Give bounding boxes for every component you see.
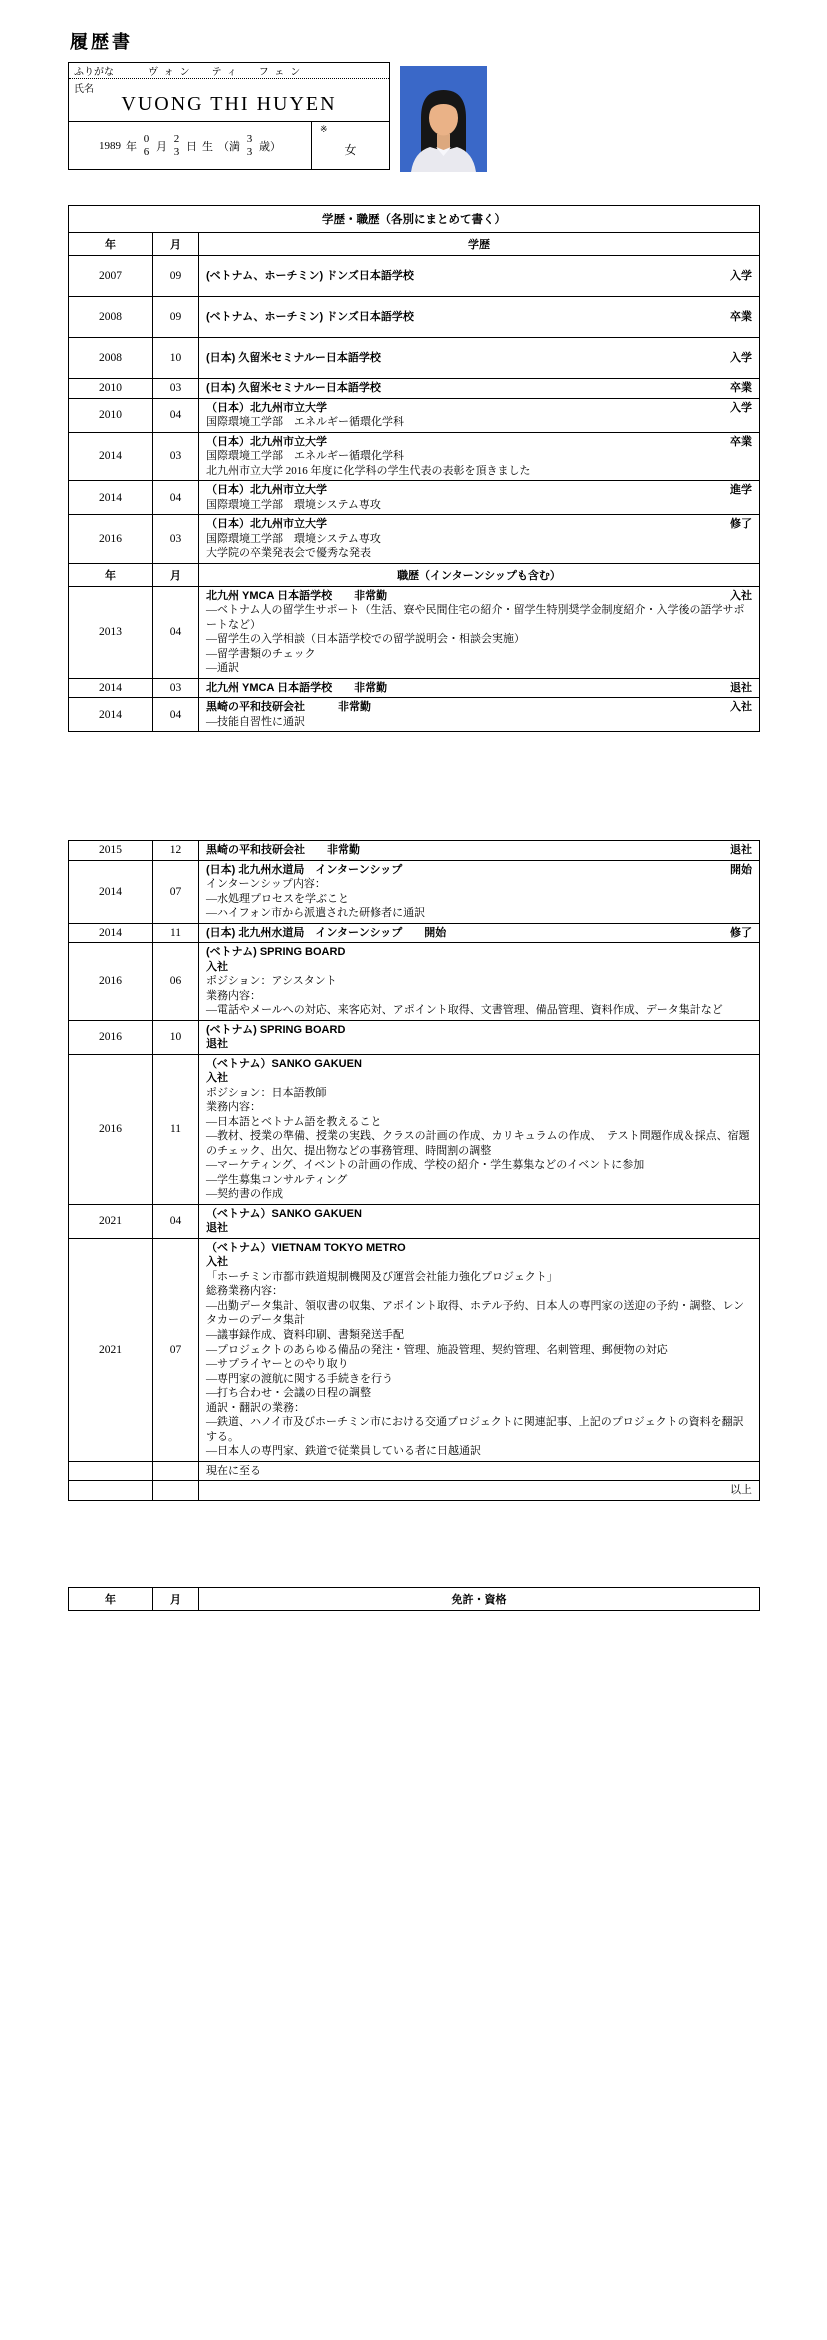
entry-line — [206, 1444, 752, 1459]
year-cell: 2016 — [69, 515, 153, 564]
column-header-row — [69, 1588, 760, 1611]
content-cell — [199, 841, 760, 861]
entry-text: 業務内容： — [206, 1101, 261, 1114]
year-cell: 2016 — [69, 1020, 153, 1054]
col-header-month: 月 — [153, 233, 199, 256]
history-row — [69, 379, 760, 399]
content-cell — [199, 1238, 760, 1461]
col-header-label: 免許・資格 — [199, 1588, 760, 1611]
portrait-illustration — [400, 66, 487, 172]
month-cell: 04 — [153, 698, 199, 732]
entry-text: （日本）北九州市立大学 — [206, 435, 327, 448]
entry-line — [206, 415, 752, 430]
content-cell — [199, 1481, 760, 1501]
entry-text: 黒崎の平和技研会社 非常勤 — [206, 844, 360, 856]
entry-line — [206, 1241, 752, 1256]
month-cell: 07 — [153, 1238, 199, 1461]
entry-line — [206, 632, 752, 647]
entry-line — [206, 989, 752, 1004]
entry-line — [206, 1207, 752, 1222]
history-row — [69, 923, 760, 943]
name-label: 氏名 — [74, 84, 94, 95]
age-value: 33 — [246, 133, 253, 158]
col-header-year: 年 — [69, 233, 153, 256]
entry-text: (日本) 北九州水道局 インターンシップ — [206, 863, 403, 876]
history-row — [69, 1204, 760, 1238]
work-history-continued-table — [68, 840, 760, 1501]
month-cell — [153, 1481, 199, 1501]
entry-status: 修了 — [730, 926, 752, 939]
birth-month-label: 月 — [156, 140, 167, 153]
history-row — [69, 432, 760, 481]
entry-line — [206, 843, 752, 858]
entry-line — [206, 1386, 752, 1401]
page-title: 履歴書 — [70, 32, 133, 52]
entry-text: 国際環境工学部 環境システム専攻 — [206, 532, 381, 545]
col-header-year: 年 — [69, 563, 153, 586]
entry-line — [206, 1023, 752, 1038]
content-cell — [199, 481, 760, 515]
history-row — [69, 943, 760, 1021]
entry-text: —留学生の入学相談（日本語学校での留学説明会・相談会実施） — [206, 633, 525, 646]
entry-text: 通訳・翻訳の業務： — [206, 1401, 305, 1414]
year-cell: 2014 — [69, 432, 153, 481]
entry-text: （ベトナム）SANKO GAKUEN — [206, 1207, 362, 1220]
birth-year-label: 年 — [126, 140, 137, 153]
birth-month: 06 — [143, 133, 150, 158]
history-row — [69, 678, 760, 698]
entry-line — [206, 1284, 752, 1299]
month-cell: 11 — [153, 923, 199, 943]
entry-line — [206, 926, 752, 941]
entry-text: —プロジェクトのあらゆる備品の発注・管理、施設管理、契約管理、名刺管理、郵便物の対応 — [206, 1343, 668, 1356]
col-header-month: 月 — [153, 563, 199, 586]
entry-text: —技能自習性に通訳 — [206, 715, 305, 728]
year-cell: 2014 — [69, 923, 153, 943]
entry-line — [206, 1057, 752, 1072]
entry-status: 入学 — [730, 351, 752, 364]
entry-line — [206, 1037, 752, 1052]
entry-line — [206, 1372, 752, 1387]
entry-status: 開始 — [730, 863, 752, 876]
content-cell — [199, 379, 760, 399]
birth-year: 1989 — [99, 139, 121, 152]
entry-text: 退社 — [206, 1038, 228, 1051]
entry-status: 入学 — [730, 269, 752, 282]
entry-text: 大学院の卒業発表会で優秀な発表 — [206, 547, 371, 560]
month-cell — [153, 1461, 199, 1481]
entry-line — [206, 1187, 752, 1202]
history-row — [69, 256, 760, 297]
reference-mark: ※ — [320, 124, 328, 134]
history-row — [69, 841, 760, 861]
entry-text: 入社 — [206, 1256, 228, 1269]
entry-line — [206, 1401, 752, 1416]
entry-status: 退社 — [730, 844, 752, 856]
entry-line — [206, 351, 752, 366]
month-cell: 10 — [153, 338, 199, 379]
entry-line — [206, 1343, 752, 1358]
entry-text: 国際環境工学部 エネルギー循環化学科 — [206, 416, 404, 429]
content-cell — [199, 943, 760, 1021]
table-title: 学歴・職歴（各別にまとめて書く） — [69, 206, 760, 233]
col-header-label: 職歴（インターンシップも含む） — [199, 563, 760, 586]
entry-text: （日本）北九州市立大学 — [206, 518, 327, 531]
entry-text: （ベトナム）VIETNAM TOKYO METRO — [206, 1241, 406, 1254]
history-row — [69, 398, 760, 432]
entry-text: —打ち合わせ・会議の日程の調整 — [206, 1387, 371, 1400]
month-cell: 06 — [153, 943, 199, 1021]
history-row — [69, 481, 760, 515]
entry-text: (ベトナム、ホーチミン) ドンズ日本語学校 — [206, 269, 414, 282]
entry-line — [206, 1328, 752, 1343]
history-row — [69, 1481, 760, 1501]
entry-text: 入社 — [206, 960, 228, 973]
entry-text: —日本人の専門家、鉄道で従業員している者に日越通訳 — [206, 1445, 481, 1458]
entry-line — [206, 1115, 752, 1130]
entry-line — [206, 1071, 752, 1086]
personal-info-box — [68, 62, 390, 170]
entry-line — [206, 1100, 752, 1115]
month-cell: 03 — [153, 678, 199, 698]
entry-text: —サプライヤーとのやり取り — [206, 1358, 349, 1371]
entry-text: 国際環境工学部 エネルギー循環化学科 — [206, 450, 404, 463]
entry-text: —留学書類のチェック — [206, 647, 316, 660]
col-header-year: 年 — [69, 1588, 153, 1611]
entry-line — [206, 906, 752, 921]
gender-value: 女 — [344, 143, 357, 157]
entry-text: ポジション：アシスタント — [206, 975, 337, 988]
age-prefix: （満 — [218, 140, 240, 153]
history-row — [69, 515, 760, 564]
entry-line — [206, 449, 752, 464]
entry-line — [206, 464, 752, 479]
entry-text: —マーケティング、イベントの計画の作成、学校の紹介・学生募集などのイベントに参加 — [206, 1159, 645, 1172]
month-cell: 07 — [153, 860, 199, 923]
entry-text: （日本）北九州市立大学 — [206, 484, 327, 497]
history-row — [69, 586, 760, 678]
month-cell: 09 — [153, 297, 199, 338]
entry-text: 北九州 YMCA 日本語学校 非常勤 — [206, 589, 388, 602]
entry-line — [206, 435, 752, 450]
entry-line — [206, 589, 752, 604]
entry-line — [206, 892, 752, 907]
name-row — [69, 79, 389, 121]
entry-line — [206, 877, 752, 892]
entry-line — [206, 681, 752, 696]
year-cell: 2015 — [69, 841, 153, 861]
year-cell: 2014 — [69, 860, 153, 923]
entry-status: 卒業 — [730, 435, 752, 448]
entry-text: 北九州市立大学 2016 年度に化学科の学生代表の表彰を頂きました — [206, 464, 531, 477]
entry-line — [206, 1158, 752, 1173]
entry-line — [206, 1464, 752, 1479]
entry-line — [206, 1357, 752, 1372]
content-cell — [199, 1204, 760, 1238]
year-cell: 2014 — [69, 678, 153, 698]
content-cell — [199, 923, 760, 943]
year-cell: 2008 — [69, 297, 153, 338]
entry-text: 入社 — [206, 1072, 228, 1085]
furigana-label: ふりがな — [74, 67, 114, 78]
month-cell: 11 — [153, 1054, 199, 1204]
history-row — [69, 1054, 760, 1204]
entry-text: 退社 — [206, 1222, 228, 1235]
entry-status: 修了 — [730, 518, 752, 531]
entry-line — [206, 1483, 752, 1498]
entry-line — [206, 498, 752, 513]
entry-line — [206, 1221, 752, 1236]
entry-text: (日本) 北九州水道局 インターンシップ 開始 — [206, 926, 447, 939]
year-cell: 2016 — [69, 1054, 153, 1204]
birth-born-label: 生 — [202, 140, 213, 153]
content-cell — [199, 1054, 760, 1204]
year-cell: 2014 — [69, 481, 153, 515]
entry-line — [206, 310, 752, 325]
history-row — [69, 338, 760, 379]
entry-line — [206, 1173, 752, 1188]
entry-text: —通訳 — [206, 662, 239, 675]
gender-cell — [311, 122, 389, 169]
month-cell: 04 — [153, 398, 199, 432]
entry-status: 卒業 — [730, 382, 752, 394]
entry-status: 進学 — [730, 484, 752, 497]
entry-text: 国際環境工学部 環境システム専攻 — [206, 498, 381, 511]
education-work-table — [68, 205, 760, 732]
history-row — [69, 297, 760, 338]
entry-line — [206, 974, 752, 989]
age-suffix: 歳） — [259, 140, 281, 153]
table-title-row — [69, 206, 760, 233]
entry-line — [206, 960, 752, 975]
entry-line — [206, 1255, 752, 1270]
entry-text: —ベトナム人の留学生サポート（生活、寮や民間住宅の紹介・留学生特別奨学金制度紹介・入学後の語学サポートなど） — [206, 604, 745, 631]
month-cell: 03 — [153, 432, 199, 481]
entry-line — [206, 381, 752, 396]
entry-text: 「ホーチミン市都市鉄道規制機関及び運営会社能力強化プロジェクト」 — [206, 1270, 558, 1283]
entry-text: (日本) 久留米セミナルー日本語学校 — [206, 351, 381, 364]
entry-text: インターンシップ内容： — [206, 878, 326, 891]
entry-line — [206, 546, 752, 561]
col-header-label: 学歴 — [199, 233, 760, 256]
col-header-month: 月 — [153, 1588, 199, 1611]
year-cell: 2021 — [69, 1238, 153, 1461]
content-cell — [199, 1020, 760, 1054]
year-cell: 2016 — [69, 943, 153, 1021]
history-row — [69, 1020, 760, 1054]
birth-day: 23 — [173, 133, 180, 158]
month-cell: 03 — [153, 515, 199, 564]
entry-text: (ベトナム) SPRING BOARD — [206, 946, 346, 959]
year-cell: 2007 — [69, 256, 153, 297]
entry-text: —電話やメールへの対応、来客応対、アポイント取得、文書管理、備品管理、資料作成、データ集計など — [206, 1004, 723, 1017]
entry-text: (ベトナム、ホーチミン) ドンズ日本語学校 — [206, 310, 414, 323]
year-cell: 2010 — [69, 398, 153, 432]
month-cell: 04 — [153, 1204, 199, 1238]
entry-line — [206, 700, 752, 715]
entry-text: —教材、授業の準備、授業の実践、クラスの計画の作成、カリキュラムの作成、 テスト問題作成＆採点、宿題のチェック、出欠、提出物などの事務管理、時間割の調整 — [206, 1130, 750, 1157]
year-cell: 2010 — [69, 379, 153, 399]
entry-line — [206, 1270, 752, 1285]
entry-text: （日本）北九州市立大学 — [206, 401, 327, 414]
year-cell — [69, 1481, 153, 1501]
content-cell — [199, 586, 760, 678]
content-cell — [199, 515, 760, 564]
entry-text: （ベトナム）SANKO GAKUEN — [206, 1057, 362, 1070]
birth-date — [69, 122, 311, 169]
entry-line — [206, 483, 752, 498]
entry-line — [206, 647, 752, 662]
entry-status: 退社 — [730, 681, 752, 694]
entry-line — [206, 945, 752, 960]
entry-line — [206, 1129, 752, 1158]
entry-text: (日本) 久留米セミナルー日本語学校 — [206, 382, 381, 394]
entry-line — [206, 401, 752, 416]
birth-row — [69, 121, 389, 169]
content-cell — [199, 338, 760, 379]
entry-text: 業務内容： — [206, 989, 261, 1002]
birth-day-label: 日 — [186, 140, 197, 153]
id-photo — [400, 66, 487, 172]
entry-status: 卒業 — [730, 310, 752, 323]
content-cell — [199, 1461, 760, 1481]
content-cell — [199, 297, 760, 338]
content-cell — [199, 256, 760, 297]
entry-status: 入社 — [730, 589, 752, 602]
entry-text: —ハイフォン市から派遣された研修者に通訳 — [206, 907, 426, 920]
entry-text: 現在に至る — [206, 1464, 261, 1477]
entry-line — [206, 269, 752, 284]
entry-text: —学生募集コンサルティング — [206, 1173, 348, 1186]
entry-line — [206, 1299, 752, 1328]
year-cell — [69, 1461, 153, 1481]
year-cell: 2008 — [69, 338, 153, 379]
entry-text: 黒崎の平和技研会社 非常勤 — [206, 701, 371, 714]
licenses-table — [68, 1587, 760, 1611]
entry-text: —鉄道、ハノイ市及びホーチミン市における交通プロジェクトに関連記事、上記のプロジェクトの資料を翻訳する。 — [206, 1416, 744, 1443]
entry-line — [206, 661, 752, 676]
content-cell — [199, 398, 760, 432]
entry-text: —出勤データ集計、領収書の収集、アポイント取得、ホテル予約、日本人の専門家の送迎の予約・調整、レンタカーのデータ集計 — [206, 1299, 745, 1327]
month-cell: 04 — [153, 481, 199, 515]
entry-line — [206, 517, 752, 532]
month-cell: 04 — [153, 586, 199, 678]
content-cell — [199, 432, 760, 481]
month-cell: 12 — [153, 841, 199, 861]
entry-text: ポジション：日本語教師 — [206, 1086, 327, 1099]
entry-line — [206, 532, 752, 547]
content-cell — [199, 860, 760, 923]
history-row — [69, 1238, 760, 1461]
content-cell — [199, 678, 760, 698]
entry-text: —議事録作成、資料印刷、書類発送手配 — [206, 1328, 404, 1341]
history-row — [69, 1461, 760, 1481]
entry-line — [206, 715, 752, 730]
entry-text: —日本語とベトナム語を教えること — [206, 1115, 382, 1128]
history-row — [69, 860, 760, 923]
entry-text: —契約書の作成 — [206, 1188, 283, 1201]
month-cell: 10 — [153, 1020, 199, 1054]
column-header-row — [69, 233, 760, 256]
month-cell: 03 — [153, 379, 199, 399]
year-cell: 2014 — [69, 698, 153, 732]
name-value: VUONG THI HUYEN — [121, 93, 337, 115]
entry-status: 入社 — [730, 701, 752, 714]
entry-line — [206, 1086, 752, 1101]
year-cell: 2021 — [69, 1204, 153, 1238]
furigana-value: ヴォン ティ フェン — [148, 67, 307, 78]
column-header-row — [69, 563, 760, 586]
content-cell — [199, 698, 760, 732]
history-row — [69, 698, 760, 732]
year-cell: 2013 — [69, 586, 153, 678]
entry-text: 総務業務内容： — [206, 1285, 283, 1298]
month-cell: 09 — [153, 256, 199, 297]
entry-line — [206, 863, 752, 878]
entry-line — [206, 603, 752, 632]
entry-text: (ベトナム) SPRING BOARD — [206, 1023, 346, 1036]
furigana-row — [69, 63, 389, 79]
entry-line — [206, 1415, 752, 1444]
entry-text: —水処理プロセスを学ぶこと — [206, 892, 349, 905]
entry-status: 入学 — [730, 401, 752, 414]
entry-text: 北九州 YMCA 日本語学校 非常勤 — [206, 681, 388, 694]
entry-text: —専門家の渡航に関する手続きを行う — [206, 1372, 393, 1385]
entry-line — [206, 1003, 752, 1018]
entry-text: 以上 — [730, 1484, 752, 1497]
